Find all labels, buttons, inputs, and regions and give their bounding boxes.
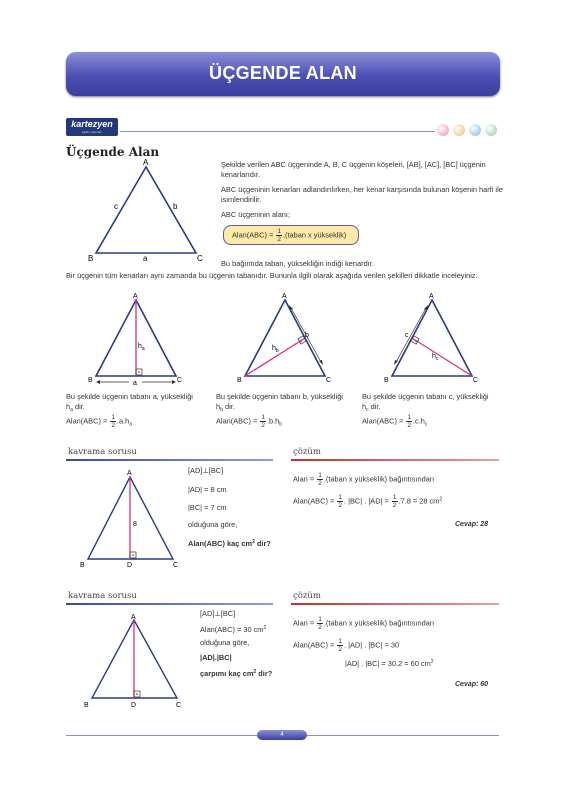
q2-vertex-c: C — [176, 702, 182, 709]
q1-heading: kavrama sorusu — [68, 447, 137, 457]
fig2-height-label: $h_b$ — [272, 345, 279, 354]
side-b-label: b — [173, 202, 178, 211]
q2-given-2: Alan(ABC) = 30 $cm^2$ — [200, 625, 267, 634]
q1-height-value: 8 — [133, 521, 137, 528]
q2-given-1: [AD]⊥[BC] — [200, 609, 236, 618]
fig1-height-label: $h_a$ — [138, 343, 145, 352]
figure-height-a — [84, 290, 189, 388]
q2-question: çarpımı kaç $cm^2$ dir? — [200, 669, 273, 678]
fig3-description: Bu şekilde üçgenin tabanı c, yüksekliği $h_c$ dir. — [362, 392, 489, 413]
vertex-a: A — [143, 158, 149, 167]
fig1-vertex-a: A — [133, 293, 138, 300]
formula-fraction: $\frac{1}{2}$ — [277, 228, 281, 243]
q2-heading-rule — [66, 603, 273, 605]
figure-height-b — [233, 290, 338, 388]
fig2-area-formula: Alan(ABC) = $\frac{1}{2}$ $.b.h_b$ — [216, 414, 283, 429]
publisher-logo — [66, 118, 118, 136]
q2-solution-line-2: Alan(ABC) = $\frac{1}{2}$ . |AD| . |BC| = 30 — [293, 638, 400, 653]
q2-solution-heading: çözüm — [293, 591, 321, 601]
fig3-vertex-c: C — [473, 377, 479, 384]
intro-paragraph-4: Bu bağıntıda taban, yüksekliğin indiği kenardır. — [221, 259, 374, 268]
figure-height-c — [380, 290, 485, 388]
fig3-base-label: c — [405, 332, 409, 339]
fig2-vertex-c: C — [326, 377, 332, 384]
q2-given-3: olduğuna göre, — [200, 638, 250, 647]
fig2-base-label: b — [305, 332, 309, 339]
header-rule — [120, 131, 435, 132]
q1-point-d: D — [127, 562, 133, 569]
q2-solution-line-1: Alan = $\frac{1}{2}$ .(taban x yükseklik) bağıntısından — [293, 616, 434, 631]
fig1-area-formula: Alan(ABC) = $\frac{1}{2}$ $.a.h_a$ — [66, 414, 133, 429]
q1-answer: Cevap: 28 — [455, 521, 489, 528]
intro-paragraph-1: Şekilde verilen ABC üçgeninde A, B, C üçgenin köşeleri, [AB], [AC], [BC] üçgenin kenarlarıdır. — [221, 160, 486, 179]
formula-left: Alan(ABC) = — [232, 230, 274, 240]
side-c-label: c — [114, 202, 118, 211]
fig1-base-label: a — [133, 380, 137, 387]
decor-dot-orange — [453, 124, 465, 136]
q1-solution-heading: çözüm — [293, 447, 321, 457]
q1-given-3: |BC| = 7 cm — [188, 503, 227, 512]
q2-solution-rule — [291, 603, 499, 605]
area-formula — [232, 228, 346, 243]
q1-figure — [78, 467, 183, 575]
q2-point-d: D — [131, 702, 137, 709]
q1-solution-line-2: Alan(ABC) = $\frac{1}{2}$ . |BC| . |AD| = $\frac{1}{2}$ .7.8 = 28 $cm^2$ — [293, 494, 443, 509]
fig2-vertex-b: B — [237, 377, 242, 384]
q2-vertex-b: B — [84, 702, 89, 709]
fig3-height-label: $h_c$ — [432, 353, 439, 362]
q2-heading: kavrama sorusu — [68, 591, 137, 601]
fig2-vertex-a: A — [282, 293, 287, 300]
page-title: ÜÇGENDE ALAN — [209, 63, 357, 83]
decor-dot-green — [485, 124, 497, 136]
fig3-vertex-a: A — [429, 293, 434, 300]
q2-vertex-a: A — [131, 614, 136, 621]
fig2-description: Bu şekilde üçgenin tabanı b, yüksekliği $h_b$ dir. — [216, 392, 343, 413]
q1-solution-rule — [291, 459, 499, 461]
q2-given-4: |AD|.|BC| — [200, 653, 232, 662]
fig1-vertex-b: B — [88, 377, 93, 384]
main-triangle-figure — [86, 157, 206, 265]
section-title: Üçgende Alan — [66, 145, 160, 159]
q2-figure — [82, 612, 187, 712]
intro-paragraph-3: ABC üçgeninin alanı; — [221, 210, 291, 219]
title-banner — [66, 52, 500, 96]
vertex-b: B — [88, 254, 94, 263]
page-number-badge — [257, 730, 307, 740]
q1-given-1: [AD]⊥[BC] — [188, 466, 224, 475]
q1-vertex-a: A — [127, 470, 132, 477]
logo-text: kartezyen — [71, 119, 113, 129]
q1-given-4: olduğuna göre, — [188, 520, 238, 529]
vertex-c: C — [197, 254, 203, 263]
fig3-area-formula: Alan(ABC) = $\frac{1}{2}$ $.c.h_c$ — [362, 414, 428, 429]
q1-vertex-b: B — [80, 562, 85, 569]
q2-answer: Cevap: 60 — [455, 681, 489, 688]
formula-right: .(taban x yükseklik) — [282, 230, 347, 240]
page-number: 4 — [280, 732, 284, 738]
decor-dot-blue — [469, 124, 481, 136]
q2-solution-line-3: |AD| . |BC| = 30.2 = 60 $cm^2$ — [345, 659, 434, 668]
fig3-vertex-b: B — [384, 377, 389, 384]
intro-paragraph-5: Bir üçgenin tüm kenarları aynı zamanda bu üçgenin tabanıdır. Bununla ilgili olarak aşağıda verilen şekilleri dikkatle inceleyiniz. — [66, 271, 478, 280]
q1-vertex-c: C — [173, 562, 179, 569]
logo-tagline: eğitim yayınları — [81, 130, 103, 134]
q1-solution-line-1: Alan = $\frac{1}{2}$ .(taban x yükseklik) bağıntısından — [293, 472, 434, 487]
fig1-vertex-c: C — [177, 377, 183, 384]
side-a-label: a — [143, 254, 148, 263]
intro-paragraph-2: ABC üçgeninin kenarları adlandırılırken, her kenar karşısında bulunan köşenin harfi ile isimlendirilir. — [221, 185, 503, 204]
q1-heading-rule — [66, 459, 273, 461]
q1-given-2: |AD| = 8 cm — [188, 485, 227, 494]
decor-dot-pink — [437, 124, 449, 136]
q1-question: Alan(ABC) kaç $cm^2$ dir? — [188, 539, 271, 548]
fig1-description: Bu şekilde üçgenin tabanı a, yüksekliği $h_a$ dir. — [66, 392, 193, 413]
